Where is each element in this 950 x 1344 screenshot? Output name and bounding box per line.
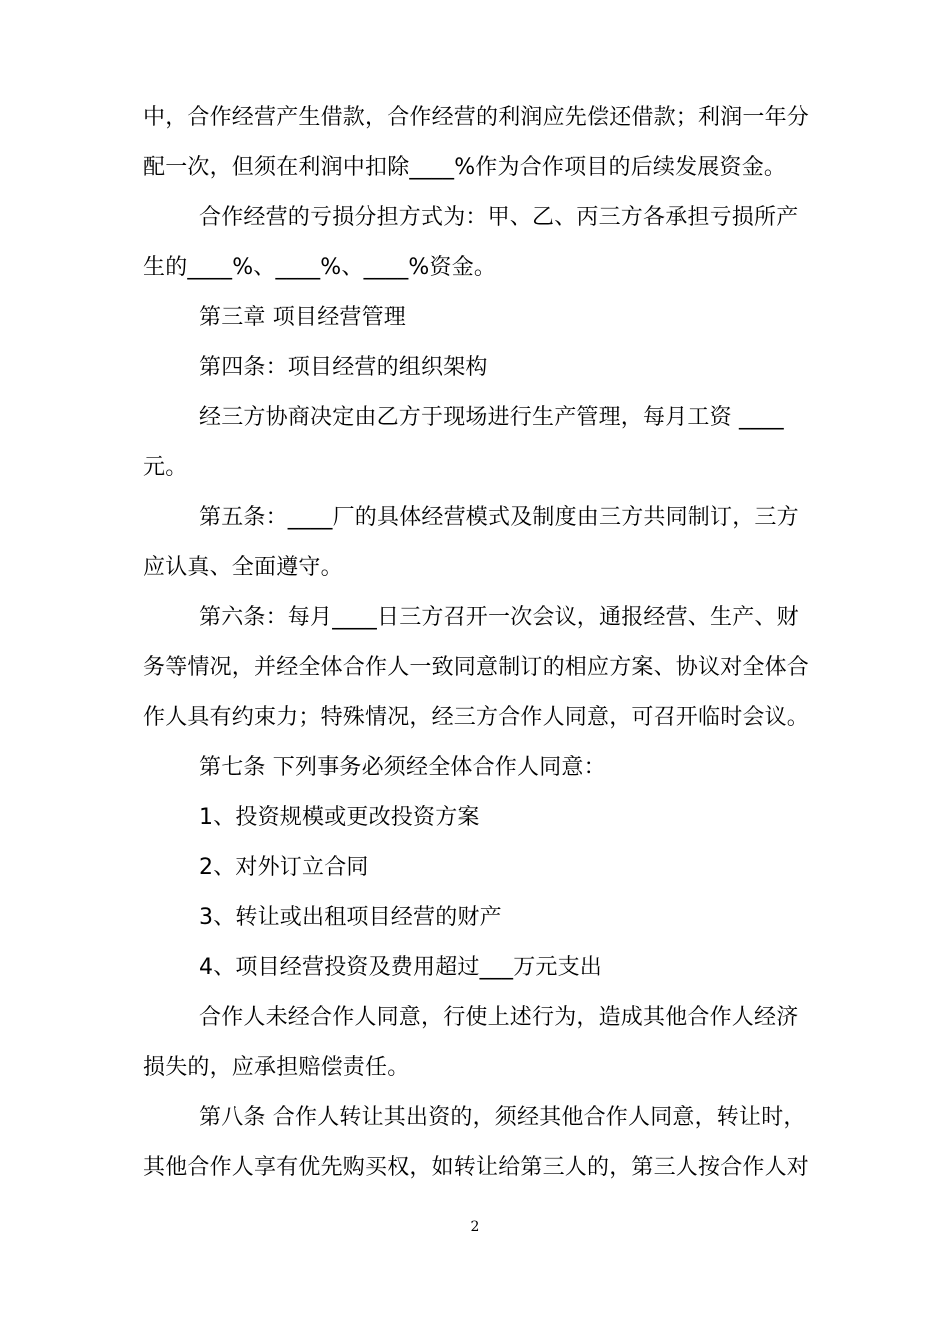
text-line: 应认真、全面遵守。 <box>143 555 343 580</box>
text-line: 元。 <box>143 455 188 480</box>
text-line: 生的____%、____%、____%资金。 <box>143 255 497 280</box>
text-line: 第五条：____厂的具体经营模式及制度由三方共同制订，三方 <box>199 505 799 530</box>
list-item: 3、转让或出租项目经营的财产 <box>199 905 502 930</box>
text-line: 第六条：每月____日三方召开一次会议，通报经营、生产、财 <box>199 605 799 630</box>
article-heading: 第七条 下列事务必须经全体合作人同意： <box>199 755 606 780</box>
text-line: 合作经营的亏损分担方式为：甲、乙、丙三方各承担亏损所产 <box>199 205 799 230</box>
text-line: 损失的，应承担赔偿责任。 <box>143 1055 410 1080</box>
chapter-heading: 第三章 项目经营管理 <box>199 305 406 330</box>
text-line: 经三方协商决定由乙方于现场进行生产管理，每月工资 ____ <box>199 405 784 430</box>
list-item: 1、投资规模或更改投资方案 <box>199 805 480 830</box>
text-line: 务等情况，并经全体合作人一致同意制订的相应方案、协议对全体合 <box>143 655 810 680</box>
text-line: 中，合作经营产生借款，合作经营的利润应先偿还借款；利润一年分 <box>143 105 810 130</box>
text-line: 第八条 合作人转让其出资的，须经其他合作人同意，转让时， <box>199 1105 806 1130</box>
text-line: 作人具有约束力；特殊情况，经三方合作人同意，可召开临时会议。 <box>143 705 810 730</box>
list-item: 4、项目经营投资及费用超过___万元支出 <box>199 955 602 980</box>
text-line: 其他合作人享有优先购买权，如转让给第三人的，第三人按合作人对 <box>143 1155 810 1180</box>
page-number: 2 <box>470 1219 480 1235</box>
text-line: 配一次，但须在利润中扣除____%作为合作项目的后续发展资金。 <box>143 155 787 180</box>
list-item: 2、对外订立合同 <box>199 855 369 880</box>
text-line: 合作人未经合作人同意，行使上述行为，造成其他合作人经济 <box>199 1005 799 1030</box>
article-heading: 第四条：项目经营的组织架构 <box>199 355 488 380</box>
